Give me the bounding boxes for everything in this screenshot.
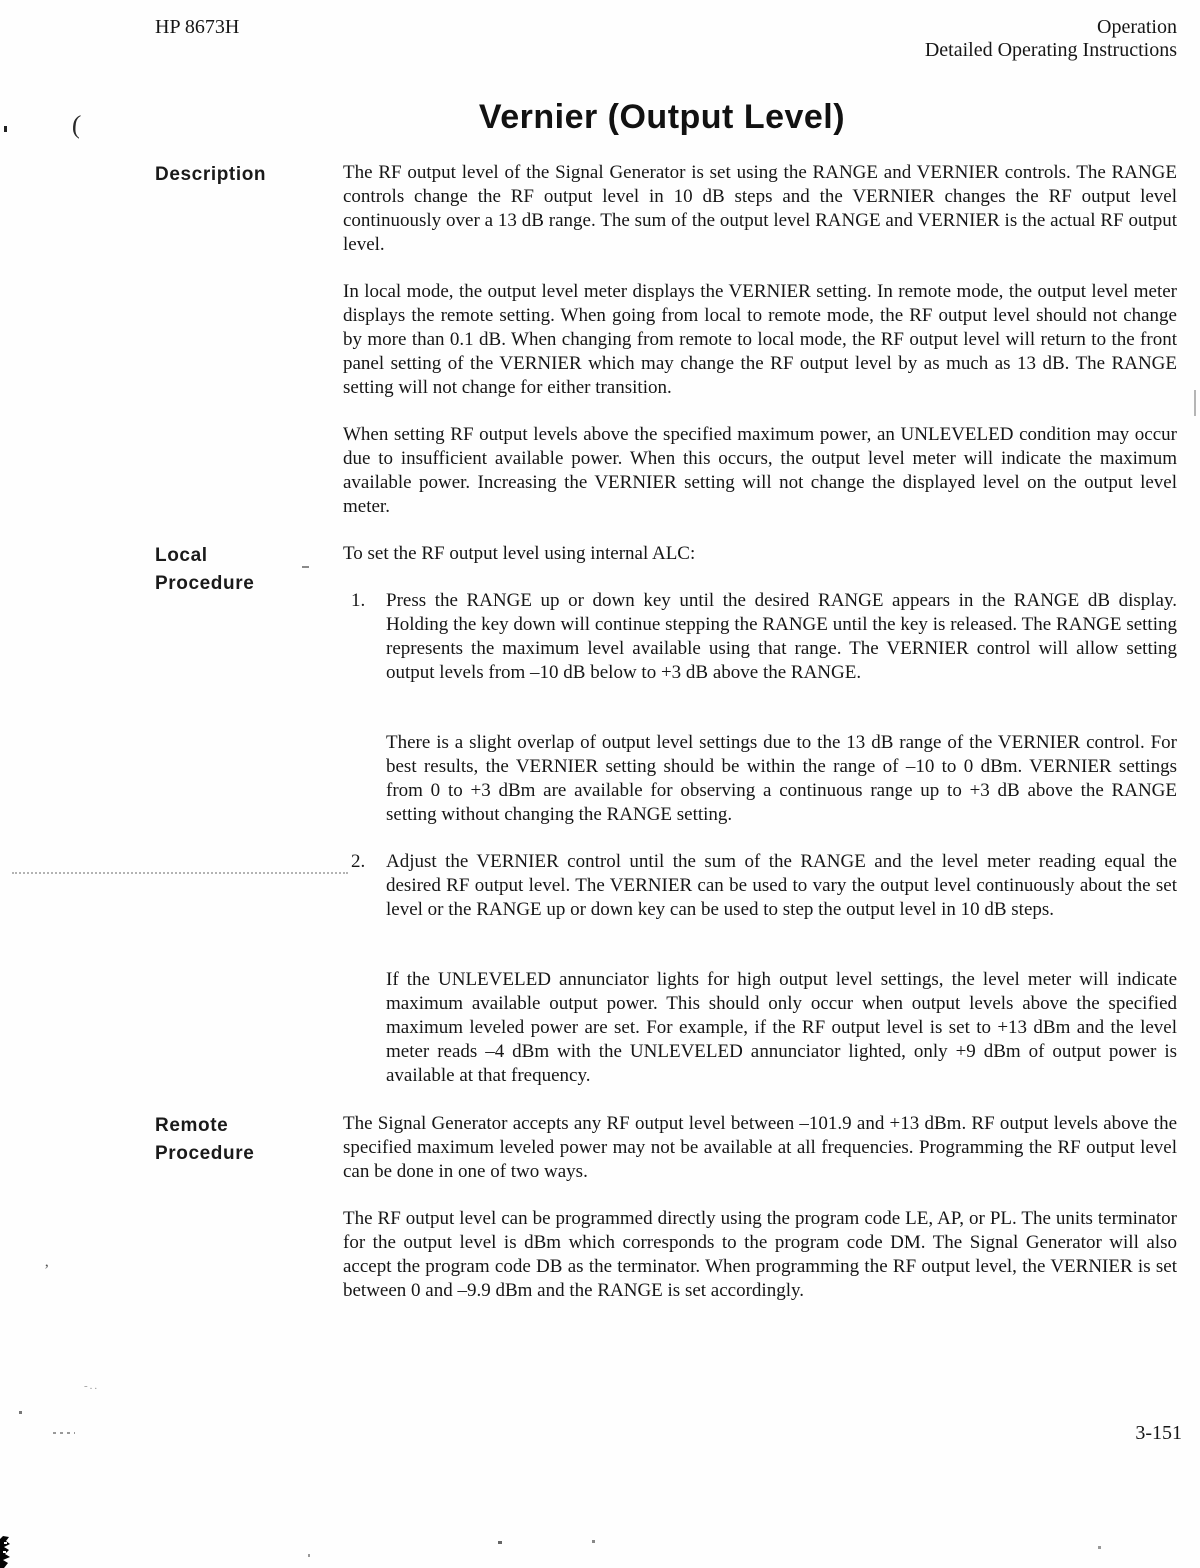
remote-paragraph: The Signal Generator accepts any RF output level between –101.9 and +13 dBm. RF output levels above the specified maximum leveled power may not be available at all frequencies. Programming the RF output level can be done in one of two ways. [343, 1113, 1177, 1182]
section-label-description: Description [155, 164, 267, 185]
doc-model: HP 8673H [155, 16, 240, 38]
description-paragraph: In local mode, the output level meter displays the VERNIER setting. In remote mode, the output level meter displays the remote setting. When going from local to remote mode, the RF output level should not change by more than 0.1 dB. When changing from remote to local mode, the RF output level will return to the front panel setting of the VERNIER which may change the RF output level by as much as 13 dB. The RANGE setting will not change for either transition. [343, 281, 1177, 398]
description-paragraph: When setting RF output levels above the specified maximum power, an UNLEVELED condition may occur due to insufficient available power. When this occurs, the output level meter will indicate the maximum available power. Increasing the VERNIER setting will not change the displayed level on the output level meter. [343, 424, 1177, 517]
description-body [343, 161, 1177, 542]
step-subparagraph: There is a slight overlap of output level settings due to the 13 dB range of the VERNIER control. For best results, the VERNIER setting should be within the range of –10 to 0 dBm. VERNIER settings from 0 to +3 dBm are available for observing a continuous range up to +3 dB above the RANGE setting without changing the RANGE setting. [386, 732, 1177, 825]
section-label-local-procedure [155, 542, 343, 1088]
section-label-remote-procedure [155, 1112, 343, 1303]
header-chapter: Operation [1097, 16, 1177, 38]
scan-artifact-speck [1098, 1546, 1101, 1549]
label-line: Procedure [155, 1143, 255, 1164]
scan-artifact-speck [53, 1432, 75, 1434]
scan-artifact-speck [19, 1411, 22, 1414]
scan-artifact-paren: ( [71, 109, 82, 140]
label-line: Remote [155, 1115, 229, 1136]
scan-artifact-dashdots: -.. [84, 1380, 100, 1392]
step-number: 2. [351, 851, 366, 872]
section-local-procedure [0, 542, 1200, 1088]
remote-procedure-body [343, 1112, 1177, 1303]
description-paragraph: The RF output level of the Signal Generator is set using the RANGE and VERNIER controls. The RANGE controls change the RF output level in 10 dB steps and the VERNIER changes the RF output level continuously over a 13 dB range. The sum of the output level RANGE and VERNIER is the actual RF output level. [343, 162, 1177, 255]
step-number: 1. [351, 590, 366, 611]
scan-artifact-comma: ’ [44, 1262, 50, 1279]
section-remote-procedure [0, 1112, 1200, 1303]
remote-paragraph: The RF output level can be programmed directly using the program code LE, AP, or PL. The units terminator for the output level is dBm which corresponds to the program code DM. The Signal Generator will also accept the program code DB as the terminator. When programming the RF output level, the VERNIER is set between 0 and –9.9 dBm and the RANGE is set accordingly. [343, 1208, 1177, 1301]
header-section: Detailed Operating Instructions [924, 39, 1177, 61]
step-text: Press the RANGE up or down key until the desired RANGE appears in the RANGE dB display. Holding the key down will continue stepping the RANGE until the key is released. The RANGE setting represents the maximum level available using that range. The VERNIER control will allow setting output levels from –10 dB below to +3 dB above the RANGE. [386, 590, 1177, 683]
scan-artifact-speck [308, 1554, 310, 1557]
label-line: Local [155, 545, 208, 566]
procedure-step [343, 589, 1177, 708]
scan-artifact-corner-scribble [0, 1536, 14, 1568]
header-right-block [925, 16, 1177, 62]
section-description [0, 161, 1200, 542]
label-line: Procedure [155, 573, 255, 594]
scan-artifact-speck [592, 1540, 595, 1543]
procedure-step [343, 850, 1177, 945]
page-header [0, 0, 1200, 62]
scan-artifact-dot [4, 126, 7, 132]
local-procedure-body [343, 542, 1177, 1088]
step-subparagraph: If the UNLEVELED annunciator lights for high output level settings, the level meter will indicate maximum available output power. This should only occur when output levels above the specified maximum leveled power are set. For example, if the RF output level is set to +13 dBm and the level meter reads –4 dBm with the UNLEVELED annunciator lighted, only +9 dBm of output power is available at that frequency. [386, 969, 1177, 1086]
scan-artifact-speck [498, 1541, 502, 1544]
local-procedure-intro: To set the RF output level using internal ALC: [343, 543, 696, 564]
page-number: 3-151 [1135, 1422, 1182, 1444]
page-title: Vernier (Output Level) [478, 98, 846, 136]
step-text: Adjust the VERNIER control until the sum of the RANGE and the level meter reading equal the desired RF output level. The VERNIER can be used to vary the output level continuously about the set level or the RANGE up or down key can be used to step the output level in 10 dB steps. [386, 851, 1177, 920]
